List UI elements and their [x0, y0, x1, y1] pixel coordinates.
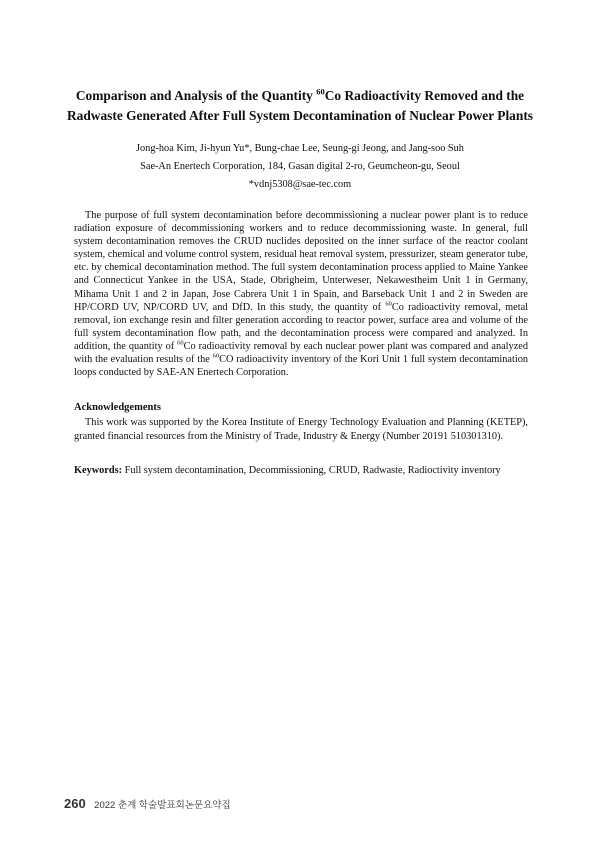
corresponding-email: *vdnj5308@sae-tec.com	[248, 179, 352, 190]
abstract-sup1: 60	[385, 300, 392, 308]
title-line1-part1: Comparison and Analysis of the Quantity	[75, 88, 317, 103]
acknowledgements-heading: Acknowledgements	[74, 402, 161, 413]
abstract-part1: The purpose of full system decontamination before decommissioning a nuclear power plant is to reduce radiation exposure of decommissioning workers and to reduce decommissioning waste. In general, full system decontamination removes the CRUD nuclides deposited on the inner surface of the reactor coolant system, chemical and volume control system, residual heat removal system, pressurizer, steam generator tube, etc. by chemical decontamination method. The full system decontamination process applied to Maine Yankee and Connecticut Yankee in the USA, Stade, Obrigheim, Unterweser, Nekawestheim Unit 1 in Germany, Mihama Unit 1 and 2 in Japan, Jose Cabrera Unit 1 in Spain, and Barseback Unit 1 and 2 in Sweden are HP/CORD UV, NP/CORD UV, and DfD. In this study, the quantity of	[74, 210, 528, 313]
acknowledgements-text	[74, 416, 528, 443]
keywords-list: Full system decontamination, Decommissioning, CRUD, Radwaste, Radioctivity inventory	[122, 465, 501, 476]
abstract-part2: Co radioactivity removal, metal removal, ion exchange resin and filter generation according to reactor power, surface area and volume of the full system decontamination flow path, and the decontamination process were compared and analyzed. In addition, the quantity of	[74, 301, 528, 352]
title-line1-part2: Co Radioactivity Removed and the	[324, 88, 525, 103]
abstract-part3: Co radioactivity removal by each nuclear power plant was compared and analyzed with the evaluation results of the	[74, 340, 528, 366]
journal-name: 2022 춘계 학술발표회논문요약집	[94, 800, 231, 811]
page-number: 260	[64, 796, 86, 811]
abstract-part4: CO radioactivity inventory of the Kori Unit 1 full system decontamination loops conducted by SAE-AN Enertech Corporation.	[74, 354, 528, 379]
acknowledgements-body: This work was supported by the Korea Institute of Energy Technology Evaluation and Planning (KETEP), granted financial resources from the Ministry of Trade, Industry & Energy (Number 20191 510301310).	[74, 417, 528, 442]
affiliation: Sae-An Enertech Corporation, 184, Gasan digital 2-ro, Geumcheon-gu, Seoul	[140, 161, 460, 172]
keywords-label: Keywords:	[74, 465, 123, 476]
keywords	[74, 464, 544, 478]
author-block	[40, 140, 560, 194]
paper-title	[60, 86, 540, 126]
author-list: Jong-hoa Kim, Ji-hyun Yu*, Bung-chae Lee, Seung-gi Jeong, and Jang-soo Suh	[136, 143, 464, 154]
title-isotope-sup: 60	[316, 86, 325, 97]
abstract	[74, 209, 528, 379]
abstract-sup2: 60	[177, 339, 184, 347]
title-line2: Radwaste Generated After Full System Decontamination of Nuclear Power Plants	[66, 108, 533, 123]
abstract-sup3: 60	[212, 352, 220, 360]
page-footer	[64, 795, 231, 813]
